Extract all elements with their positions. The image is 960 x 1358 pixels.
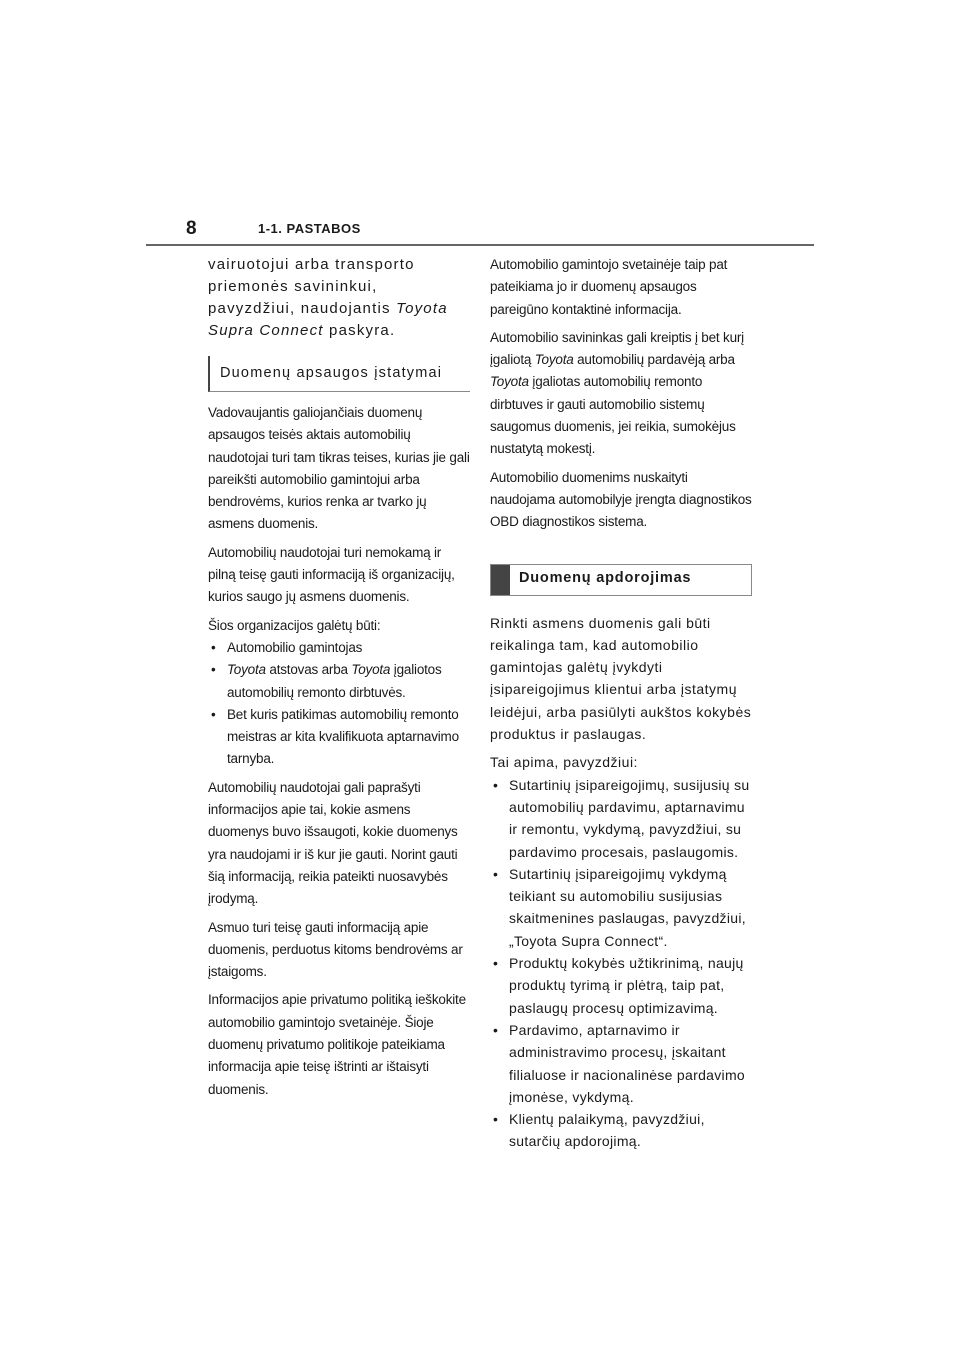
- lead-text-end: paskyra.: [323, 322, 396, 339]
- paragraph: Automobilio duomenims nuskaityti naudojama automobilyje įrengta diagnostikos OBD diagnostikos sistema.: [490, 469, 752, 530]
- text: Automobilio savininkas gali kreiptis į bet kurį įgaliotą: [490, 329, 744, 368]
- list-item: • Sutartinių įsipareigojimų vykdymą teikiant su automobiliu susijusias skaitmenines paslaugas, pavyzdžiui, „Toyota Supra Connect“.: [490, 863, 752, 952]
- paragraph: Asmuo turi teisę gauti informaciją apie duomenis, perduotus kitoms bendrovėms ar įstaigoms.: [208, 919, 463, 980]
- heading-text: Duomenų apdorojimas: [519, 569, 692, 586]
- lead-paragraph: [208, 254, 470, 342]
- list-text: atstovas arba: [265, 662, 352, 678]
- organizations-list: [208, 637, 470, 771]
- brand-emphasis: Toyota: [227, 662, 266, 678]
- heading-data-processing: [490, 564, 752, 596]
- heading-marker: [491, 565, 510, 595]
- text: automobilių pardavėją arba: [573, 352, 735, 368]
- subheading-data-protection: Duomenų apsaugos įstatymai: [208, 356, 470, 392]
- page-number: 8: [186, 218, 197, 239]
- brand-emphasis: Toyota: [351, 662, 391, 678]
- list-item: • Produktų kokybės užtikrinimą, naujų produktų tyrimą ir plėtrą, taip pat, paslaugų procesų optimizavimą.: [490, 952, 752, 1019]
- paragraph: [490, 327, 752, 461]
- paragraph: Rinkti asmens duomenis gali būti reikalinga tam, kad automobilio gamintojas galėtų įvykdyti įsipareigojimus klientui arba įstatymų leidėjui, arba pasiūlyti aukštos kokybės produktus ir paslaugas.: [490, 614, 752, 743]
- header-divider: [146, 244, 814, 246]
- paragraph: Šios organizacijos galėtų būti:: [208, 617, 381, 633]
- examples-list: [490, 774, 752, 1153]
- paragraph: Informacijos apie privatumo politiką ieškokite automobilio gamintojo svetainėje. Šioje duomenų privatumo politikoje pateikiama informacija apie teisę ištrinti ar ištaisyti duomenis.: [208, 992, 466, 1097]
- paragraph: Vadovaujantis galiojančiais duomenų apsaugos teisės aktais automobilių naudotojai turi tam tikras teises, kurias jie gali pareikšti automobilio gamintojui arba bendrovėms, kurios renka ar tvarko jų asmens duomenis.: [208, 405, 470, 532]
- lead-emphasis: Toyota Supra Connect: [208, 300, 448, 339]
- list-item: • Klientų palaikymą, pavyzdžiui, sutarčių apdorojimą.: [490, 1108, 752, 1153]
- list-item: • Pardavimo, aptarnavimo ir administravimo procesų, įskaitant filialuose ir nacionalinėse pardavimo įmonėse, vykdymą.: [490, 1019, 752, 1108]
- brand-emphasis: Toyota: [490, 374, 529, 390]
- left-column: [208, 254, 470, 1107]
- paragraph: Automobilių naudotojai gali paprašyti informacijos apie tai, kokie asmens duomenys buvo išsaugoti, kokie duomenys yra naudojami ir iš kur jie gauti. Norint gauti šią informaciją, reikia pateikti nuosavybės įrodymą.: [208, 779, 458, 907]
- right-column: [490, 254, 752, 1159]
- list-item: [208, 659, 470, 704]
- text: įgaliotas automobilių remonto dirbtuves ir gauti automobilio sistemų saugomus duomenis, jei reikia, sumokėjus nustatytą mokestį.: [490, 374, 736, 457]
- brand-emphasis: Toyota: [534, 352, 574, 368]
- paragraph: Tai apima, pavyzdžiui:: [490, 754, 638, 771]
- section-title: 1-1. PASTABOS: [258, 221, 361, 236]
- list-item: • Bet kuris patikimas automobilių remonto meistras ar kita kvalifikuota aptarnavimo tarnyba.: [208, 704, 470, 771]
- list-text: įgaliotos automobilių remonto dirbtuvės.: [227, 662, 442, 700]
- paragraph: Automobilių naudotojai turi nemokamą ir pilną teisę gauti informaciją iš organizacijų, kurios saugo jų asmens duomenis.: [208, 544, 455, 605]
- list-item: • Sutartinių įsipareigojimų, susijusių su automobilių pardavimu, aptarnavimu ir remontu, vykdymą, pavyzdžiui, su pardavimo procesais, paslaugomis.: [490, 774, 752, 863]
- lead-text: vairuotojui arba transporto priemonės savininkui, pavyzdžiui, naudojantis: [208, 256, 415, 317]
- list-item: • Automobilio gamintojas: [208, 637, 470, 659]
- paragraph: Automobilio gamintojo svetainėje taip pat pateikiama jo ir duomenų apsaugos pareigūno kontaktinė informacija.: [490, 257, 728, 317]
